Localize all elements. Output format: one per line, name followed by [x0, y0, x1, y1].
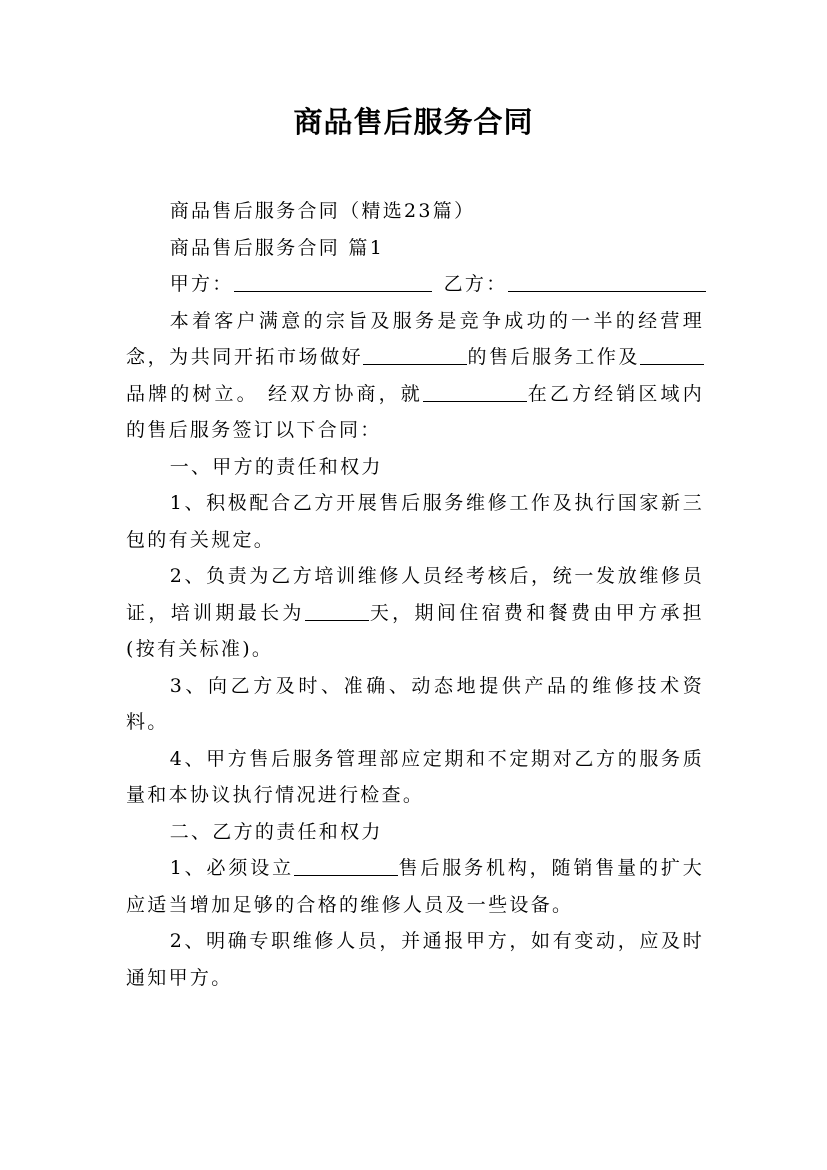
- section-1-heading: 一、甲方的责任和权力: [169, 455, 383, 478]
- document-title: 商品售后服务合同: [293, 105, 534, 139]
- intro-text-4: 在乙方经销区域内的售后服务签订以下合同：: [126, 382, 704, 441]
- s2-item1-text-1: 1、必须设立: [169, 857, 294, 879]
- section-1-item-3: 3、向乙方及时、准确、动态地提供产品的维修技术资料。: [126, 674, 704, 733]
- party-b-blank: [508, 269, 706, 292]
- section-2-item-1: [126, 850, 704, 923]
- section-2-item-2: 2、明确专职维修人员，并通报甲方，如有变动，应及时通知甲方。: [126, 930, 704, 989]
- section-1-item-4: 4、甲方售后服务管理部应定期和不定期对乙方的服务质量和本协议执行情况进行检查。: [126, 747, 704, 806]
- intro-text-3: 品牌的树立。 经双方协商，就: [126, 382, 423, 405]
- chapter-heading: 商品售后服务合同 篇1: [169, 236, 385, 259]
- intro-text-1: 本着客户满意的宗旨及服务是竞争成功的一半的经营理念，为共同开拓市场做好: [126, 309, 704, 368]
- section-2-heading: 二、乙方的责任和权力: [169, 820, 383, 843]
- document-subtitle: 商品售后服务合同（精选23篇）: [169, 200, 476, 222]
- service-org-blank: [294, 853, 398, 876]
- party-b-label: 乙方：: [443, 273, 508, 295]
- intro-text-2: 的售后服务工作及: [467, 346, 640, 368]
- section-1-item-1: 1、积极配合乙方开展售后服务维修工作及执行国家新三包的有关规定。: [126, 492, 704, 551]
- party-a-label: 甲方：: [169, 273, 234, 295]
- s1-item2-text-2: 天，期间住宿费和餐费由甲方承担(按有关标准)。: [126, 601, 704, 660]
- s1-item2-text-1: 2、负责为乙方培训维修人员经考核后，统一发放维修员证，培训期最长为: [126, 565, 704, 624]
- document-body: [126, 193, 704, 996]
- parties-line: [126, 266, 704, 303]
- party-a-blank: [234, 269, 432, 292]
- intro-blank-1: [363, 342, 467, 365]
- section-1-item-2: [126, 558, 704, 668]
- intro-blank-2: [640, 342, 704, 365]
- training-days-blank: [305, 598, 369, 621]
- intro-paragraph: [126, 303, 704, 449]
- intro-blank-3: [423, 379, 527, 402]
- s2-item1-text-2: 售后服务机构，随销售量的扩大应适当增加足够的合格的维修人员及一些设备。: [126, 857, 705, 916]
